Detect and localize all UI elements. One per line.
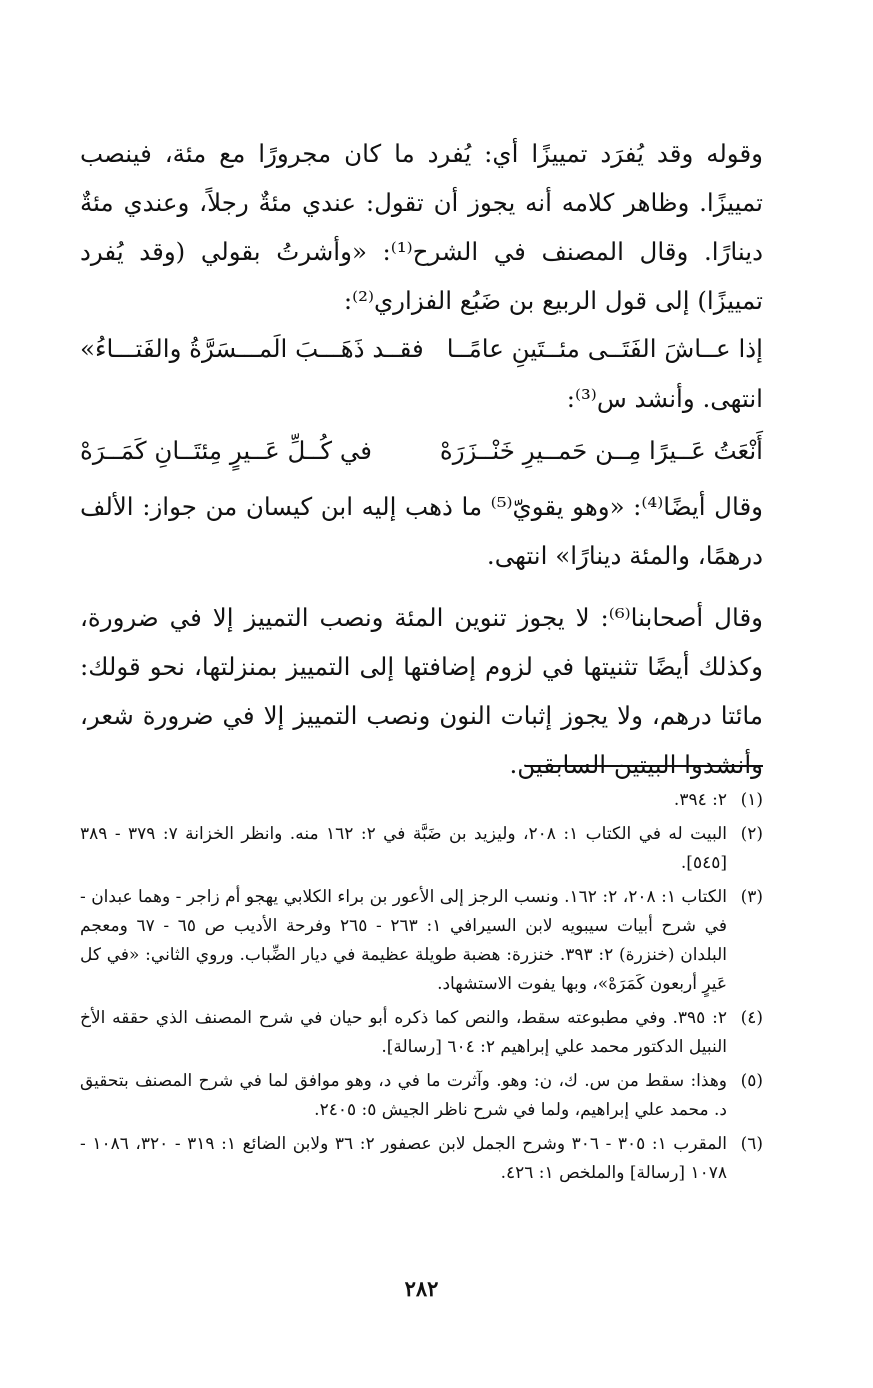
footnote-separator (525, 765, 763, 767)
footnote-text: المقرب ١: ٣٠٥ - ٣٠٦ وشرح الجمل لابن عصفور ٢: ٣٦ ولابن الضائع ١: ٣١٩ - ٣٢٠، ١٠٨٦ - ١٠٧٨ [رسالة] والملخص ١: ٤٢٦. (80, 1134, 728, 1183)
body-paragraph-4: وقال أصحابنا⁽⁶⁾: لا يجوز تنوين المئة ونصب التمييز إلا في ضرورة، وكذلك أيضًا تثنيتها في لزوم إضافتها إلى التمييز بمنزلتها، نحو قولك: مائتا درهم، ولا يجوز إثبات النون ونصب التمييز إلا في ضرورة شعر، وأنشدوا البيتين السابقين. (80, 603, 763, 779)
footnote-text: ٢: ٣٩٤. (673, 790, 727, 810)
footnotes-list (80, 786, 763, 1193)
verse-2-second-hemistich: في كُــلِّ عَــيرٍ مِئتَــانِ كَمَــرَهْ (80, 435, 373, 465)
footnote-text: الكتاب ١: ٢٠٨، ٢: ١٦٢. ونسب الرجز إلى الأعور بن براء الكلابي يهجو أم زاجر - وهما عبدان - في شرح أبيات سيبويه لابن السيرافي ١: ٢٦٣ - ٢٦٥ وفرحة الأديب ص ٦٥ - ٦٧ ومعجم البلدان (خنزرة) ٢: ٣٩٣. خنزرة: هضبة طويلة عظيمة في ديار الضِّباب. وروي الثاني: «في كل عَيرٍ أربعون كَمَرَهْ»، وبها يفوت الاستشهاد. (80, 887, 728, 994)
verse-1-first-hemistich: إذا عــاشَ الفَتَــى مئــتَينِ عامًــا (446, 333, 763, 363)
verse-2-first-hemistich: أَنْعَتُ عَــيرًا مِــن حَمــيرِ خَنْــزَرَهْ (439, 435, 763, 465)
footnote (80, 1130, 763, 1188)
footnote-text: وهذا: سقط من س. ك، ن: وهو. وآثرت ما في د، وهو موافق لما في شرح المصنف بتحقيق د. محمد علي إبراهيم، ولما في شرح ناظر الجيش ٥: ٢٤٠٥. (80, 1071, 727, 1120)
body-paragraph-3: وقال أيضًا⁽⁴⁾: «وهو يقويّ⁽⁵⁾ ما ذهب إليه ابن كيسان من جواز: الألف درهمًا، والمئة دينارًا» انتهى. (80, 492, 763, 570)
footnote-text: ٢: ٣٩٥. وفي مطبوعته سقط، والنص كما ذكره أبو حيان في شرح المصنف الذي حققه الأخ النبيل الدكتور محمد علي إبراهيم ٢: ٦٠٤ [رسالة]. (80, 1008, 727, 1057)
footnote (80, 820, 763, 878)
footnote (80, 883, 763, 999)
footnote-number: (٤) (740, 1008, 763, 1028)
verse-1 (80, 326, 763, 370)
footnote (80, 1067, 763, 1125)
document-page (80, 0, 763, 1388)
footnote-text: البيت له في الكتاب ١: ٢٠٨، وليزيد بن ضَبَّة في ٢: ١٦٢ منه. وانظر الخزانة ٧: ٣٧٩ - ٣٨٩ [٥٤٥]. (80, 824, 727, 873)
footnote-number: (٢) (740, 824, 763, 844)
footnote-number: (١) (740, 790, 763, 810)
body-paragraph-1: وقوله وقد يُفرَد تمييزًا أي: يُفرد ما كان مجرورًا مع مئة، فينصب تمييزًا. وظاهر كلامه أنه يجوز أن تقول: عندي مئةٌ رجلاً، وعندي مئةٌ دينارًا. وقال المصنف في الشرح⁽¹⁾: «وأشرتُ بقولي (وقد يُفرد تمييزًا) إلى قول الربيع بن ضَبُع الفزاري⁽²⁾: (80, 139, 763, 315)
footnote-number: (٥) (740, 1071, 763, 1091)
page-number: ٢٨٢ (404, 1276, 439, 1301)
footnote (80, 786, 763, 815)
footnote (80, 1004, 763, 1062)
verse-1-second-hemistich: فقــد ذَهَـــبَ الَمـــسَرَّةُ والفَتـــاءُ» (80, 333, 424, 363)
footnote-number: (٣) (740, 887, 763, 907)
verse-2 (80, 428, 763, 472)
body-paragraph-2: انتهى. وأنشد س⁽³⁾: (566, 384, 763, 413)
footnote-number: (٦) (740, 1134, 763, 1154)
